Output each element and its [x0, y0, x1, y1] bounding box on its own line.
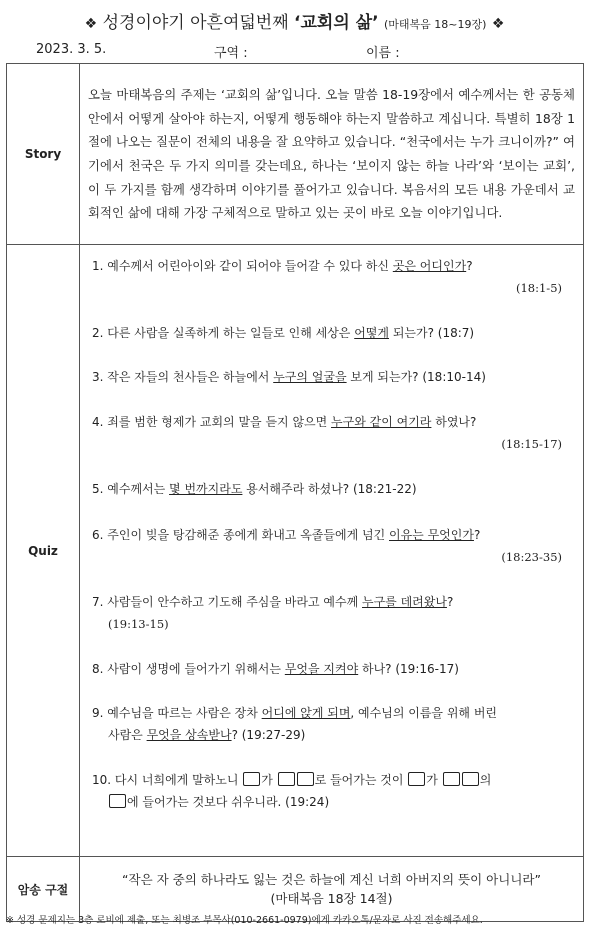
quiz-question-3: 3. 작은 자들의 천사들은 하늘에서 누구의 얼굴을 보게 되는가? (18:10-14) [92, 370, 486, 384]
district-field[interactable]: 구역 : [214, 46, 248, 61]
quiz-question-9: 9. 예수님을 따르는 사람은 장차 어디에 앉게 되며, 예수님의 이름을 위해 버린 사람은 무엇을 상속받나? (19:27-29) [92, 706, 498, 742]
diamond-icon: ❖ [84, 16, 98, 32]
blank-box[interactable] [243, 772, 260, 786]
quiz-question-10: 10. 다시 너희에게 말하노니 가 로 들어가는 것이 가 의 에 들어가는 것보다 쉬우니라. (19:24) [92, 773, 492, 809]
diamond-icon: ❖ [491, 16, 505, 32]
quiz-question-4: 4. 죄를 범한 형제가 교회의 말을 듣지 않으면 누구와 같이 여기라 하였나? (18:15-17) [92, 415, 562, 451]
quiz-question-6: 6. 주인이 빚을 탕감해준 종에게 화내고 옥졸들에게 넘긴 이유는 무엇인가? (18:23-35) [92, 528, 562, 564]
blank-box[interactable] [278, 772, 295, 786]
quiz-label: Quiz [7, 245, 80, 857]
quiz-question-1: 1. 예수께서 어린아이와 같이 되어야 들어갈 수 있다 하신 곳은 어디인가? (18:1-5) [92, 259, 562, 295]
quiz-question-7: 7. 사람들이 안수하고 기도해 주심을 바라고 예수께 누구를 데려왔나? (19:13-15) [92, 595, 454, 631]
date: 2023. 3. 5. [36, 42, 107, 57]
story-text: 오늘 마태복음의 주제는 ‘교회의 삶’입니다. 오늘 말씀 18-19장에서 예수께서는 한 공동체 안에서 어떻게 살아야 하는지, 어떻게 행동해야 하는지 말씀하고 계십니다. 특별히 18장 1절에 나오는 질문이 전체의 내용을 잘 요약하고 있습니다. “천국에서는 누가 크니이까?” 여기에서 천국은 두 가지 의미를 갖는데요, 하나는 ‘보이지 않는 하늘 나라’와 ‘보이는 교회’, 이 두 가지를 함께 생각하며 이야기를 풀어가고 있습니다. 복음서의 모든 내용 가운데서 교회적인 삶에 대해 가장 구체적으로 말하고 있는 곳이 바로 오늘 이야기입니다. [80, 64, 584, 245]
blank-box[interactable] [408, 772, 425, 786]
quiz-question-8: 8. 사람이 생명에 들어가기 위해서는 무엇을 지켜야 하나? (19:16-17) [92, 662, 459, 676]
worksheet-table [6, 63, 584, 922]
title-main: ‘교회의 삶’ [294, 13, 379, 33]
title-sub: (마태복음 18~19장) [383, 18, 487, 31]
quiz-question-5: 5. 예수께서는 몇 번까지라도 용서해주라 하셨나? (18:21-22) [92, 482, 417, 496]
quiz-question-2: 2. 다른 사람을 실족하게 하는 일들로 인해 세상은 어떻게 되는가? (18:7) [92, 326, 475, 340]
blank-box[interactable] [462, 772, 479, 786]
memory-verse-ref: (마태복음 18장 14절) [270, 891, 393, 906]
page-title [0, 8, 589, 33]
memory-label: 암송 구절 [7, 857, 80, 922]
footer-note: ※ 성경 문제지는 3층 로비에 제출, 또는 최병조 부목사(010-2661-0979)에게 카카오톡/문자로 사진 전송해주세요. [6, 915, 483, 926]
blank-box[interactable] [443, 772, 460, 786]
story-label: Story [7, 64, 80, 245]
quiz-section [80, 245, 584, 857]
title-prefix: 성경이야기 아흔여덟번째 [102, 13, 289, 33]
blank-box[interactable] [297, 772, 314, 786]
memory-verse-text: “작은 자 중의 하나라도 잃는 것은 하늘에 계신 너희 아버지의 뜻이 아니니라” [122, 872, 541, 887]
blank-box[interactable] [109, 794, 126, 808]
name-field[interactable]: 이름 : [366, 46, 400, 61]
